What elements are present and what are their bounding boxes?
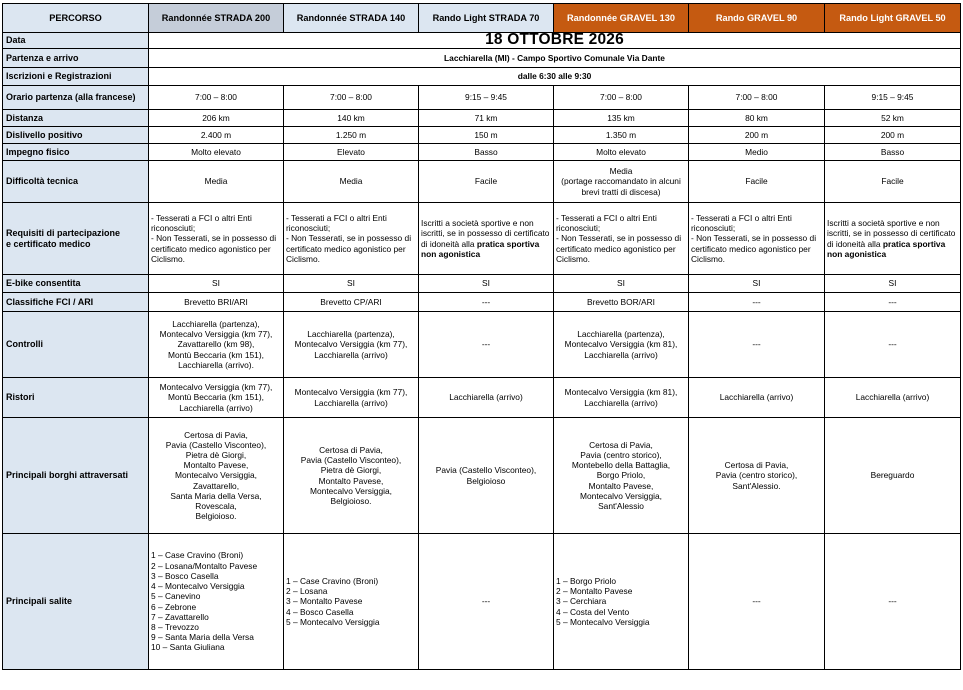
cell-classifiche-2: Brevetto CP/ARI [284, 293, 419, 312]
row-controlli [3, 312, 961, 378]
cell-ebike-3: SI [419, 275, 554, 293]
row-label-salite: Principali salite [3, 534, 149, 670]
row-borghi [3, 418, 961, 534]
row-label-orario: Orario partenza (alla francese) [3, 86, 149, 110]
row-label-impegno: Impegno fisico [3, 144, 149, 161]
cell-controlli-6: --- [825, 312, 961, 378]
row-label-distanza: Distanza [3, 110, 149, 127]
cell-salite-1: 1 – Case Cravino (Broni) 2 – Losana/Montalto Pavese 3 – Bosco Casella 4 – Montecalvo Versiggia 5 – Canevino 6 – Zebrone 7 – Zavattarello 8 – Trevozzo 9 – Santa Maria della Versa 10 – Santa Giuliana [149, 534, 284, 670]
cell-impegno-1: Molto elevato [149, 144, 284, 161]
requisiti-light-text-gravel: Iscritti a società sportive e non iscritti, se in possesso di certificato di idoneità alla [827, 218, 956, 249]
cell-orario-1: 7:00 – 8:00 [149, 86, 284, 110]
cell-dislivello-5: 200 m [689, 127, 825, 144]
row-label-partenza: Partenza e arrivo [3, 49, 149, 68]
header-row [3, 4, 961, 33]
requisiti-light-bold-gravel: pratica sportiva non agonistica [827, 238, 946, 259]
row-label-classifiche: Classifiche FCI / ARI [3, 293, 149, 312]
cell-difficolta-5: Facile [689, 161, 825, 203]
row-label-ebike: E-bike consentita [3, 275, 149, 293]
cell-impegno-4: Molto elevato [554, 144, 689, 161]
row-label-borghi: Principali borghi attraversati [3, 418, 149, 534]
cell-ebike-1: SI [149, 275, 284, 293]
cell-classifiche-5: --- [689, 293, 825, 312]
row-label-requisiti: Requisiti di partecipazione e certificato medico [3, 203, 149, 275]
cell-impegno-2: Elevato [284, 144, 419, 161]
cell-salite-2: 1 – Case Cravino (Broni) 2 – Losana 3 – Montalto Pavese 4 – Bosco Casella 5 – Montecalvo Versiggia [284, 534, 419, 670]
cell-classifiche-3: --- [419, 293, 554, 312]
cell-ebike-4: SI [554, 275, 689, 293]
cell-borghi-2: Certosa di Pavia, Pavia (Castello Visconteo), Pietra dè Giorgi, Montalto Pavese, Montecalvo Versiggia, Belgioioso. [284, 418, 419, 534]
row-difficolta [3, 161, 961, 203]
cell-requisiti-5: - Tesserati a FCI o altri Enti riconosciuti; - Non Tesserati, se in possesso di certificato medico agonistico per Ciclismo. [689, 203, 825, 275]
requisiti-light-bold: pratica sportiva non agonistica [421, 238, 540, 259]
cell-salite-3: --- [419, 534, 554, 670]
cell-requisiti-4: - Tesserati a FCI o altri Enti riconosciuti; - Non Tesserati, se in possesso di certificato medico agonistico per Ciclismo. [554, 203, 689, 275]
row-salite [3, 534, 961, 670]
cell-difficolta-6: Facile [825, 161, 961, 203]
header-percorso: PERCORSO [3, 4, 149, 33]
row-label-controlli: Controlli [3, 312, 149, 378]
cell-ebike-6: SI [825, 275, 961, 293]
registration-hours: dalle 6:30 alle 9:30 [149, 68, 961, 86]
cell-difficolta-3: Facile [419, 161, 554, 203]
cell-impegno-3: Basso [419, 144, 554, 161]
row-label-ristori: Ristori [3, 378, 149, 418]
cell-ristori-6: Lacchiarella (arrivo) [825, 378, 961, 418]
cell-classifiche-4: Brevetto BOR/ARI [554, 293, 689, 312]
requisiti-light-text: Iscritti a società sportive e non iscritti, se in possesso di certificato di idoneità alla [421, 218, 550, 249]
cell-distanza-3: 71 km [419, 110, 554, 127]
cell-controlli-5: --- [689, 312, 825, 378]
cell-borghi-1: Certosa di Pavia, Pavia (Castello Visconteo), Pietra dè Giorgi, Montalto Pavese, Montecalvo Versiggia, Zavattarello, Santa Maria della Versa, Rovescala, Belgioioso. [149, 418, 284, 534]
cell-ristori-2: Montecalvo Versiggia (km 77), Lacchiarella (arrivo) [284, 378, 419, 418]
cell-salite-5: --- [689, 534, 825, 670]
cell-borghi-3: Pavia (Castello Visconteo), Belgioioso [419, 418, 554, 534]
cell-distanza-5: 80 km [689, 110, 825, 127]
header-gravel-90: Rando GRAVEL 90 [689, 4, 825, 33]
row-iscrizioni [3, 68, 961, 86]
row-distanza [3, 110, 961, 127]
cell-orario-4: 7:00 – 8:00 [554, 86, 689, 110]
header-strada-200: Randonnée STRADA 200 [149, 4, 284, 33]
row-requisiti [3, 203, 961, 275]
cell-difficolta-2: Media [284, 161, 419, 203]
cell-dislivello-3: 150 m [419, 127, 554, 144]
cell-orario-2: 7:00 – 8:00 [284, 86, 419, 110]
cell-orario-3: 9:15 – 9:45 [419, 86, 554, 110]
start-location: Lacchiarella (MI) - Campo Sportivo Comunale Via Dante [149, 49, 961, 68]
row-impegno [3, 144, 961, 161]
cell-impegno-6: Basso [825, 144, 961, 161]
cell-difficolta-1: Media [149, 161, 284, 203]
cell-distanza-4: 135 km [554, 110, 689, 127]
row-data [3, 33, 961, 49]
cell-ristori-5: Lacchiarella (arrivo) [689, 378, 825, 418]
cell-requisiti-3 [419, 203, 554, 275]
cell-classifiche-6: --- [825, 293, 961, 312]
cell-dislivello-4: 1.350 m [554, 127, 689, 144]
cell-orario-6: 9:15 – 9:45 [825, 86, 961, 110]
row-partenza [3, 49, 961, 68]
row-ebike [3, 275, 961, 293]
cell-requisiti-6 [825, 203, 961, 275]
cell-distanza-6: 52 km [825, 110, 961, 127]
cell-dislivello-6: 200 m [825, 127, 961, 144]
cell-distanza-1: 206 km [149, 110, 284, 127]
cell-impegno-5: Medio [689, 144, 825, 161]
cell-orario-5: 7:00 – 8:00 [689, 86, 825, 110]
cell-borghi-6: Bereguardo [825, 418, 961, 534]
cell-ebike-2: SI [284, 275, 419, 293]
cell-ebike-5: SI [689, 275, 825, 293]
row-label-iscrizioni: Iscrizioni e Registrazioni [3, 68, 149, 86]
cell-dislivello-2: 1.250 m [284, 127, 419, 144]
row-label-data: Data [3, 33, 149, 49]
row-label-difficolta: Difficoltà tecnica [3, 161, 149, 203]
cell-dislivello-1: 2.400 m [149, 127, 284, 144]
event-table [2, 3, 961, 670]
cell-requisiti-2: - Tesserati a FCI o altri Enti riconosciuti; - Non Tesserati, se in possesso di certificato medico agonistico per Ciclismo. [284, 203, 419, 275]
header-strada-70: Rando Light STRADA 70 [419, 4, 554, 33]
cell-classifiche-1: Brevetto BRI/ARI [149, 293, 284, 312]
cell-salite-6: --- [825, 534, 961, 670]
cell-requisiti-1: - Tesserati a FCI o altri Enti riconosciuti; - Non Tesserati, se in possesso di certificato medico agonistico per Ciclismo. [149, 203, 284, 275]
event-date: 18 OTTOBRE 2026 [149, 33, 961, 49]
row-dislivello [3, 127, 961, 144]
cell-controlli-3: --- [419, 312, 554, 378]
row-label-dislivello: Dislivello positivo [3, 127, 149, 144]
cell-controlli-2: Lacchiarella (partenza), Montecalvo Versiggia (km 77), Lacchiarella (arrivo) [284, 312, 419, 378]
cell-borghi-4: Certosa di Pavia, Pavia (centro storico), Montebello della Battaglia, Borgo Priolo, Montalto Pavese, Montecalvo Versiggia, Sant'Alessio [554, 418, 689, 534]
cell-difficolta-4: Media (portage raccomandato in alcuni brevi tratti di discesa) [554, 161, 689, 203]
row-ristori [3, 378, 961, 418]
header-gravel-130: Randonnée GRAVEL 130 [554, 4, 689, 33]
cell-distanza-2: 140 km [284, 110, 419, 127]
cell-controlli-1: Lacchiarella (partenza), Montecalvo Versiggia (km 77), Zavattarello (km 98), Montù Beccaria (km 151), Lacchiarella (arrivo). [149, 312, 284, 378]
cell-controlli-4: Lacchiarella (partenza), Montecalvo Versiggia (km 81), Lacchiarella (arrivo) [554, 312, 689, 378]
header-strada-140: Randonnée STRADA 140 [284, 4, 419, 33]
row-orario [3, 86, 961, 110]
cell-ristori-1: Montecalvo Versiggia (km 77), Montù Beccaria (km 151), Lacchiarella (arrivo) [149, 378, 284, 418]
header-gravel-50: Rando Light GRAVEL 50 [825, 4, 961, 33]
cell-salite-4: 1 – Borgo Priolo 2 – Montalto Pavese 3 – Cerchiara 4 – Costa del Vento 5 – Montecalvo Versiggia [554, 534, 689, 670]
event-table-container [2, 3, 961, 670]
cell-borghi-5: Certosa di Pavia, Pavia (centro storico), Sant'Alessio. [689, 418, 825, 534]
row-classifiche [3, 293, 961, 312]
cell-ristori-3: Lacchiarella (arrivo) [419, 378, 554, 418]
cell-ristori-4: Montecalvo Versiggia (km 81), Lacchiarella (arrivo) [554, 378, 689, 418]
